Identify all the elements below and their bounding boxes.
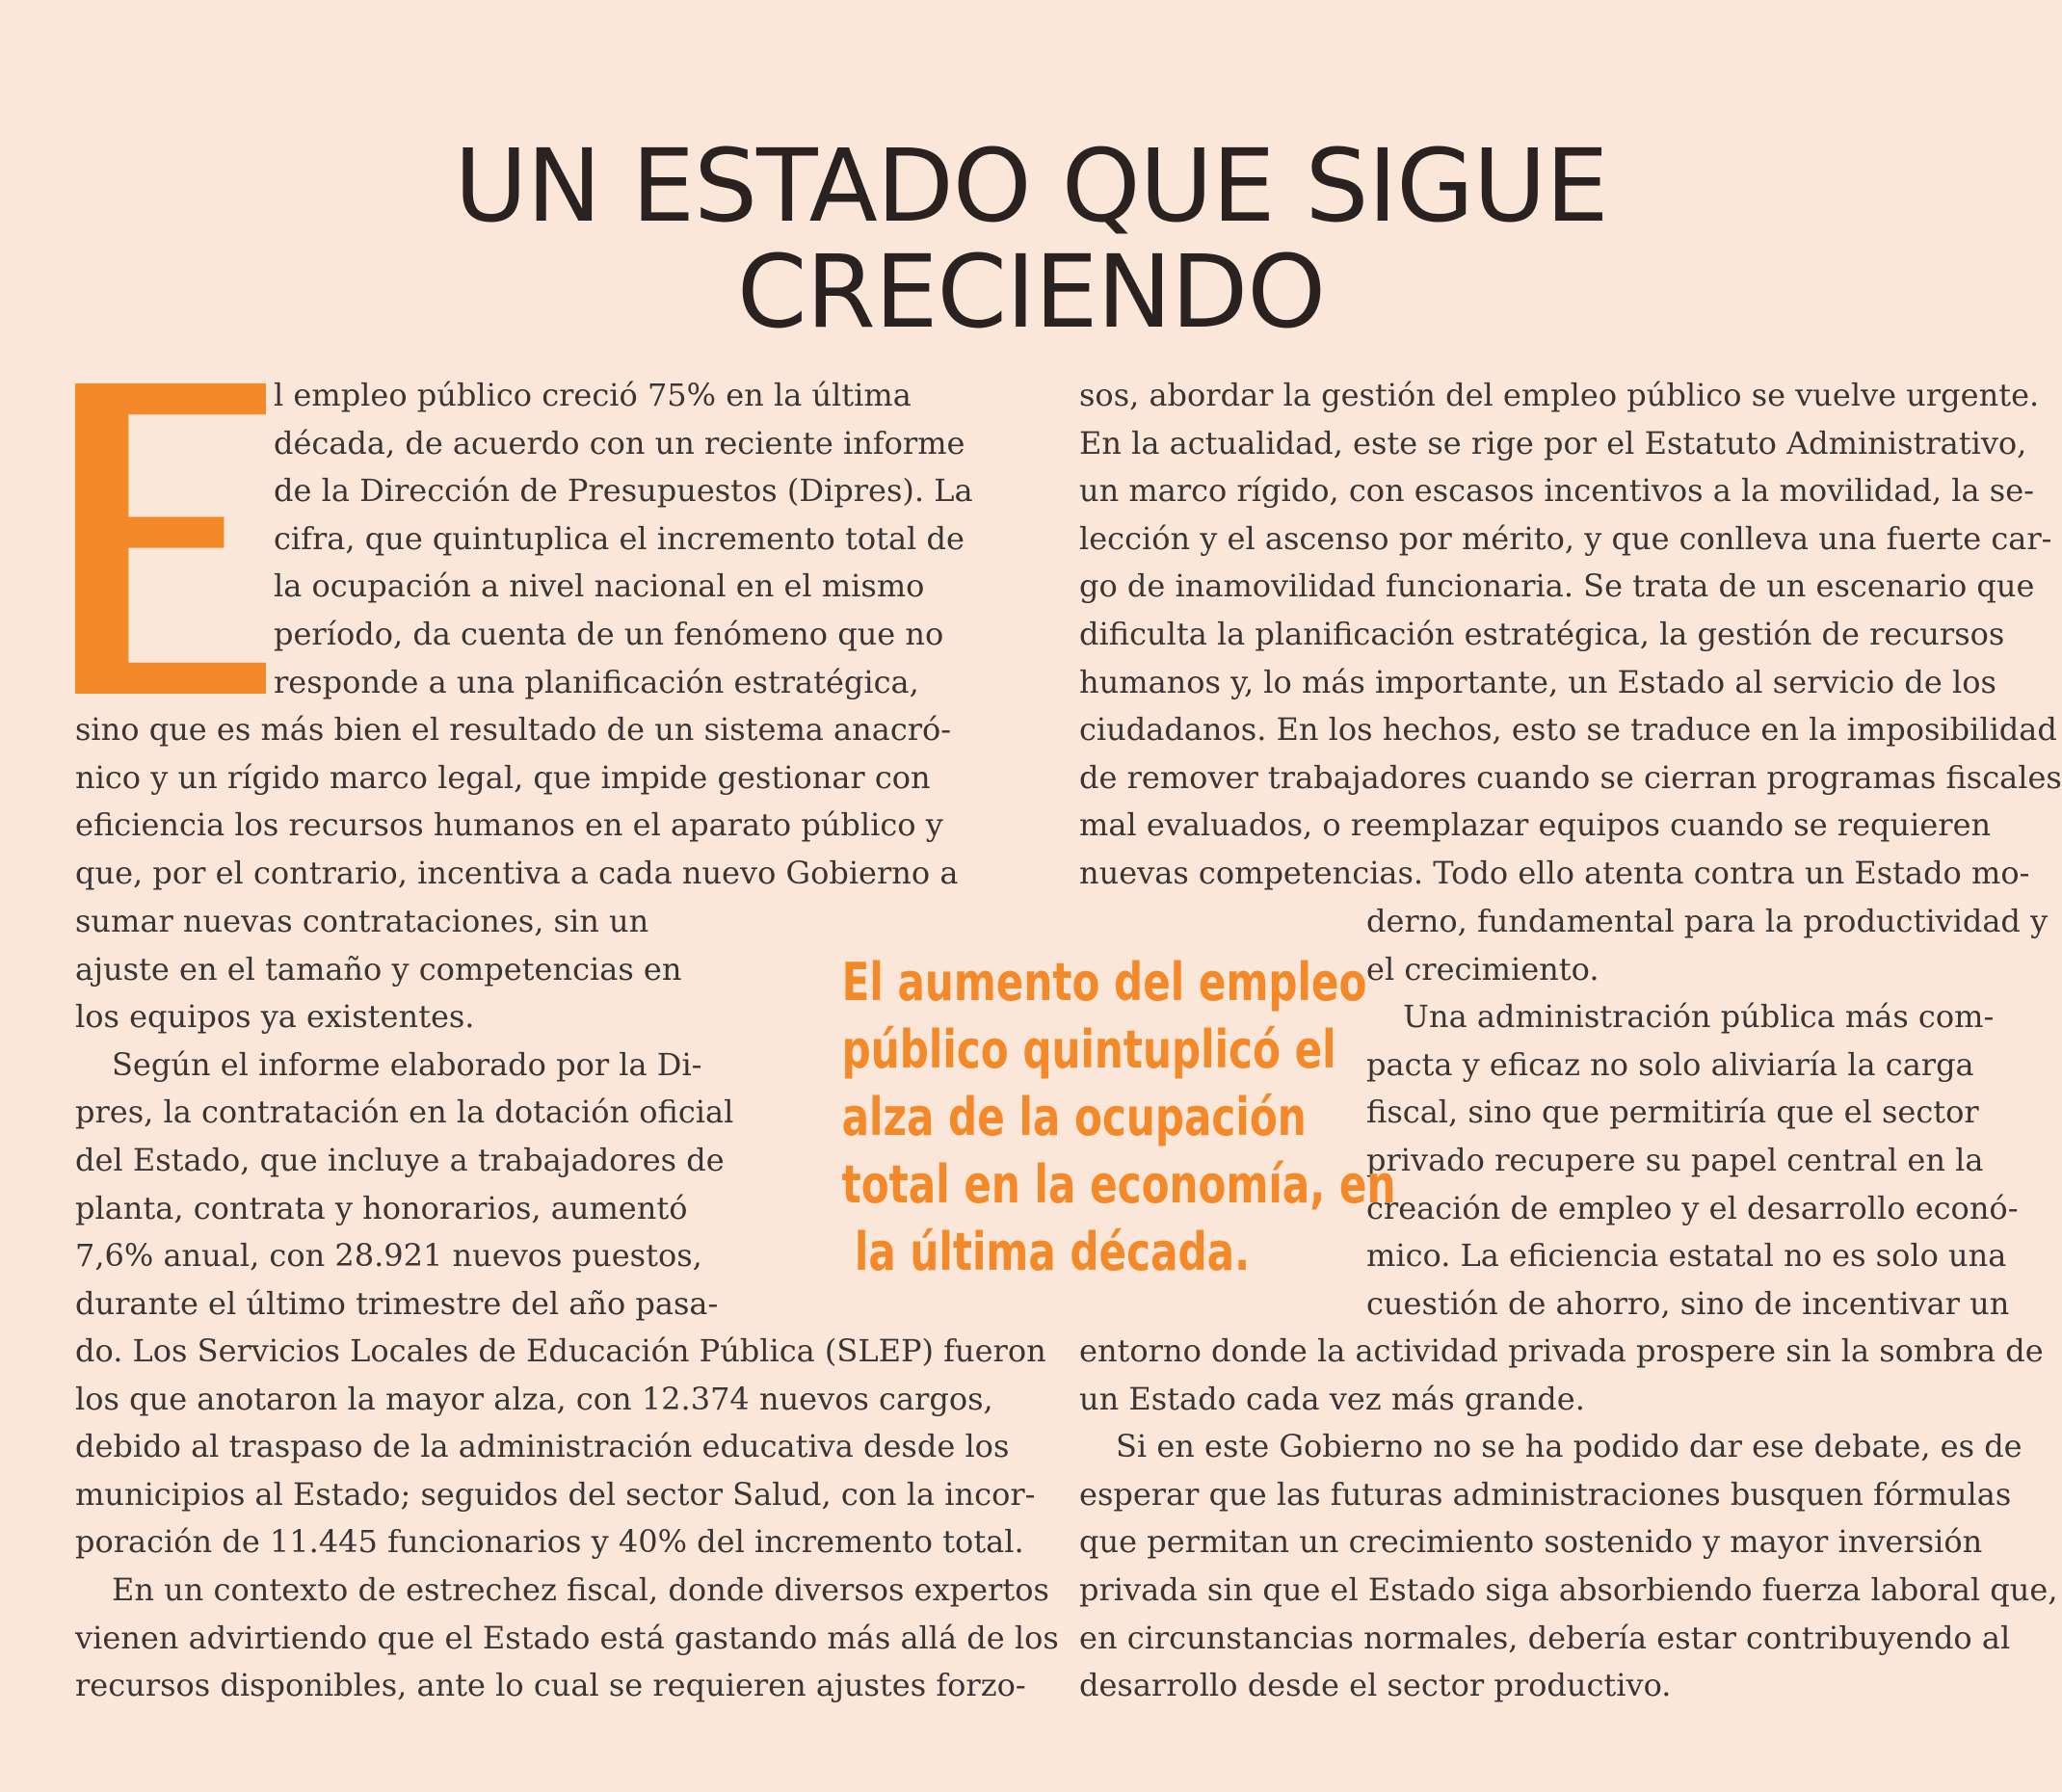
text-line: el crecimiento. xyxy=(1366,950,1599,988)
text-line: poración de 11.445 funcionarios y 40% del incremento total. xyxy=(75,1523,1024,1561)
text-line: creación de empleo y el desarrollo econó- xyxy=(1366,1189,2019,1226)
pull-quote xyxy=(841,949,1396,1286)
headline-line-2: CRECIENDO xyxy=(736,232,1326,351)
text-line: lección y el ascenso por mérito, y que conlleva una fuerte car- xyxy=(1079,519,2052,557)
text-line: dificulta la planificación estratégica, la gestión de recursos xyxy=(1079,615,2005,652)
pull-quote-line: alza de la ocupación xyxy=(841,1087,1307,1147)
text-line: mal evaluados, o reemplazar equipos cuando se requieren xyxy=(1079,806,1992,844)
text-line: En un contexto de estrechez fiscal, donde diversos expertos xyxy=(112,1570,1049,1608)
text-line: durante el último trimestre del año pasa- xyxy=(75,1284,719,1322)
text-line: responde a una planificación estratégica, xyxy=(274,663,919,700)
text-line: los que anotaron la mayor alza, con 12.374 nuevos cargos, xyxy=(75,1380,993,1417)
text-line: sino que es más bien el resultado de un sistema anacró- xyxy=(75,711,952,748)
drop-cap-letter xyxy=(75,383,266,694)
column-1-dropcap-wrap xyxy=(274,372,1035,706)
text-line: desarrollo desde el sector productivo. xyxy=(1079,1667,1672,1704)
headline-line-1: UN ESTADO QUE SIGUE xyxy=(454,126,1608,245)
text-line: sumar nuevas contrataciones, sin un xyxy=(75,903,649,939)
text-line: pacta y eficaz no solo aliviaría la carga xyxy=(1366,1045,1974,1083)
text-line: la ocupación a nivel nacional en el mismo xyxy=(274,567,925,605)
column-1-block-a xyxy=(75,706,1039,897)
column-1-block-narrow xyxy=(75,898,769,1328)
text-line: humanos y, lo más importante, un Estado al servicio de los xyxy=(1079,663,1996,700)
text-line: en circunstancias normales, debería estar contribuyendo al xyxy=(1079,1619,2011,1656)
text-line: nuevas competencias. Todo ello atenta contra un Estado mo- xyxy=(1079,854,2030,891)
text-line: privada sin que el Estado siga absorbiendo fuerza laboral que, xyxy=(1079,1570,2058,1608)
text-line: sos, abordar la gestión del empleo público se vuelve urgente. xyxy=(1079,377,2040,413)
text-line: Según el informe elaborado por la Di- xyxy=(112,1045,702,1083)
headline xyxy=(0,126,2062,351)
text-line: entorno donde la actividad privada prospere sin la sombra de xyxy=(1079,1332,2044,1369)
text-line: período, da cuenta de un fenómeno que no xyxy=(274,615,944,652)
column-2-block-b xyxy=(1079,1328,2058,1710)
text-line: ajuste en el tamaño y competencias en xyxy=(75,950,682,988)
text-line: recursos disponibles, ante lo cual se requieren ajustes forzo- xyxy=(75,1667,1026,1704)
text-line: que permitan un crecimiento sostenido y mayor inversión xyxy=(1079,1523,1983,1561)
text-line: del Estado, que incluye a trabajadores de xyxy=(75,1141,725,1178)
pull-quote-line: público quintuplicó el xyxy=(841,1019,1336,1080)
text-line: cuestión de ahorro, sino de incentivar un xyxy=(1366,1284,2010,1322)
pull-quote-line: total en la economía, en xyxy=(841,1154,1396,1215)
text-line: nico y un rígido marco legal, que impide gestionar con xyxy=(75,758,931,796)
text-line: esperar que las futuras administraciones busquen fórmulas xyxy=(1079,1475,2012,1513)
text-line: debido al traspaso de la administración educativa desde los xyxy=(75,1428,1010,1465)
text-line: los equipos ya existentes. xyxy=(75,998,475,1036)
text-line: do. Los Servicios Locales de Educación Pública (SLEP) fueron xyxy=(75,1332,1046,1369)
text-line: go de inamovilidad funcionaria. Se trata de un escenario que xyxy=(1079,567,2035,605)
text-line: En la actualidad, este se rige por el Estatuto Administrativo, xyxy=(1079,424,2027,461)
pull-quote-line: El aumento del empleo xyxy=(841,952,1367,1013)
text-line: planta, contrata y honorarios, aumentó xyxy=(75,1189,688,1226)
text-line: privado recupere su papel central en la xyxy=(1366,1141,1984,1178)
text-line: Una administración pública más com- xyxy=(1403,998,1995,1036)
text-line: eficiencia los recursos humanos en el aparato público y xyxy=(75,806,943,844)
column-1-block-b xyxy=(75,1328,1059,1710)
text-line: pres, la contratación en la dotación oficial xyxy=(75,1094,734,1131)
text-line: ciudadanos. En los hechos, esto se traduce en la imposibilidad xyxy=(1079,711,2057,749)
text-line: un Estado cada vez más grande. xyxy=(1079,1380,1585,1417)
pull-quote-line: la última década. xyxy=(854,1222,1251,1282)
text-line: un marco rígido, con escasos incentivos a la movilidad, la se- xyxy=(1079,472,2034,510)
text-line: l empleo público creció 75% en la última xyxy=(274,377,912,413)
text-line: fiscal, sino que permitiría que el sector xyxy=(1366,1094,1979,1131)
text-line: derno, fundamental para la productividad y xyxy=(1366,903,2049,939)
column-2-block-a xyxy=(1079,372,2062,898)
text-line: municipios al Estado; seguidos del sector Salud, con la incor- xyxy=(75,1475,1036,1513)
text-line: de la Dirección de Presupuestos (Dipres). La xyxy=(274,472,973,510)
text-line: década, de acuerdo con un reciente informe xyxy=(274,424,965,461)
text-line: cifra, que quintuplica el incremento total de xyxy=(274,519,965,557)
text-line: que, por el contrario, incentiva a cada nuevo Gobierno a xyxy=(75,854,959,891)
text-line: vienen advirtiendo que el Estado está gastando más allá de los xyxy=(75,1619,1059,1656)
text-line: de remover trabajadores cuando se cierran programas fiscales xyxy=(1079,758,2062,796)
text-line: 7,6% anual, con 28.921 nuevos puestos, xyxy=(75,1237,702,1275)
column-2-block-narrow xyxy=(1366,898,2049,1328)
text-line: Si en este Gobierno no se ha podido dar ese debate, es de xyxy=(1116,1428,2022,1465)
drop-cap xyxy=(75,383,266,694)
text-line: mico. La eficiencia estatal no es solo una xyxy=(1366,1237,2007,1275)
